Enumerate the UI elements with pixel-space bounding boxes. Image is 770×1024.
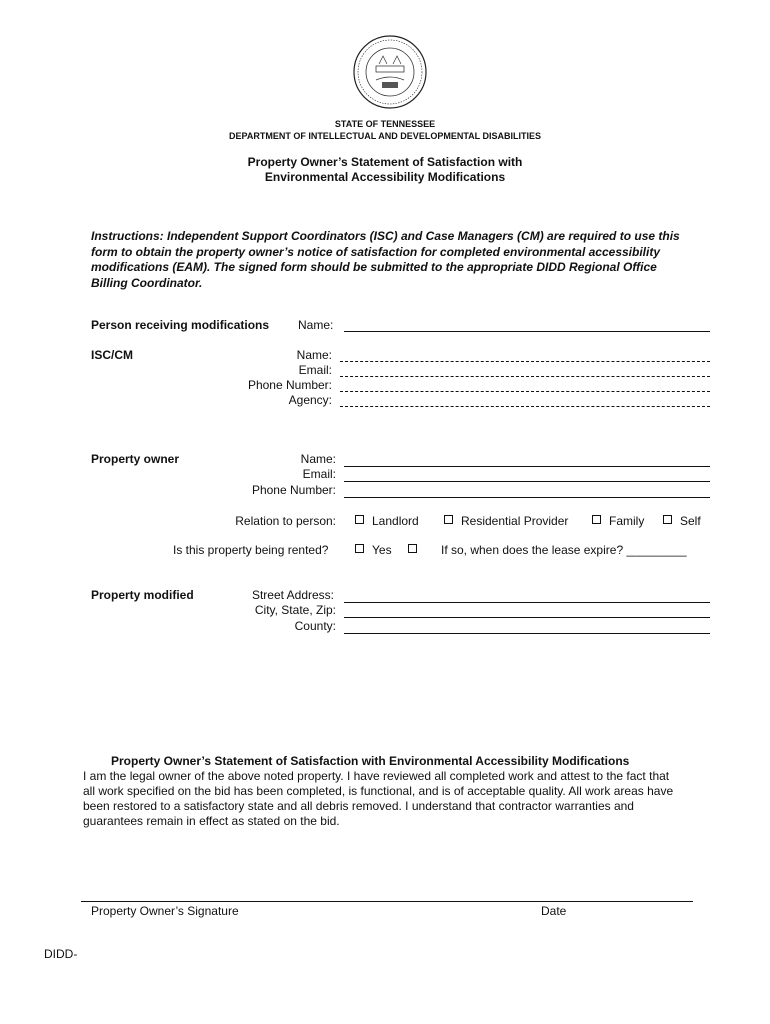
county-label: County: bbox=[294, 619, 336, 633]
landlord-checkbox[interactable] bbox=[355, 515, 364, 524]
relation-family-option[interactable] bbox=[592, 514, 644, 528]
rented-yes-checkbox[interactable] bbox=[355, 544, 364, 553]
isc-phone-field[interactable] bbox=[340, 391, 710, 392]
statement-title: Property Owner’s Statement of Satisfaction with Environmental Accessibility Modifications bbox=[111, 754, 630, 768]
relation-self-option[interactable] bbox=[663, 514, 701, 528]
signature-label: Property Owner’s Signature bbox=[91, 904, 239, 918]
city-state-zip-field[interactable] bbox=[344, 617, 710, 618]
isc-agency-label: Agency: bbox=[288, 393, 332, 407]
county-field[interactable] bbox=[344, 633, 710, 634]
isc-section-heading: ISC/CM bbox=[91, 348, 133, 362]
owner-email-label: Email: bbox=[302, 467, 336, 481]
state-heading: STATE OF TENNESSEE bbox=[334, 119, 436, 129]
landlord-option-label: Landlord bbox=[372, 514, 419, 528]
owner-email-field[interactable] bbox=[344, 481, 710, 482]
family-checkbox[interactable] bbox=[592, 515, 601, 524]
isc-email-label: Email: bbox=[298, 363, 332, 377]
rented-yes-option[interactable] bbox=[355, 543, 392, 557]
rented-no-option[interactable] bbox=[408, 543, 425, 557]
form-title-line2: Environmental Accessibility Modifications bbox=[264, 170, 506, 184]
statement-body: I am the legal owner of the above noted property. I have reviewed all completed work and attest to the fact that all work specified on the bid has been completed, is functional, and is of acceptable quality. All work areas have been restored to a satisfactory state and all debris removed. I understand that contractor warranties and guarantees remain in effect as stated on the bid. bbox=[83, 769, 674, 828]
owner-phone-field[interactable] bbox=[344, 497, 710, 498]
street-address-label: Street Address: bbox=[251, 588, 334, 602]
owner-section-heading: Property owner bbox=[91, 452, 180, 466]
signature-line[interactable] bbox=[81, 901, 693, 902]
isc-email-field[interactable] bbox=[340, 376, 710, 377]
self-checkbox[interactable] bbox=[663, 515, 672, 524]
isc-name-field[interactable] bbox=[340, 361, 710, 362]
street-address-field[interactable] bbox=[344, 602, 710, 603]
residential-provider-checkbox[interactable] bbox=[444, 515, 453, 524]
instructions-text: Instructions: Independent Support Coordinators (ISC) and Case Managers (CM) are required to use this form to obtain the property owner’s notice of satisfaction for completed environmental accessibility modifications (EAM). The signed form should be submitted to the appropriate DIDD Regional Office Billing Coordinator. bbox=[91, 229, 680, 290]
department-heading: DEPARTMENT OF INTELLECTUAL AND DEVELOPMENTAL DISABILITIES bbox=[228, 131, 541, 141]
relation-landlord-option[interactable] bbox=[355, 514, 419, 528]
person-name-field[interactable] bbox=[344, 331, 710, 332]
modified-section-heading: Property modified bbox=[91, 588, 194, 602]
owner-name-label: Name: bbox=[300, 452, 336, 466]
person-name-label: Name: bbox=[298, 318, 334, 332]
self-option-label: Self bbox=[680, 514, 701, 528]
residential-provider-option-label: Residential Provider bbox=[461, 514, 569, 528]
person-section-heading: Person receiving modifications bbox=[91, 318, 270, 332]
lease-expire-label: If so, when does the lease expire? _________ bbox=[441, 543, 687, 557]
isc-agency-field[interactable] bbox=[340, 406, 710, 407]
rented-question-label: Is this property being rented? bbox=[173, 543, 329, 557]
owner-phone-label: Phone Number: bbox=[251, 483, 336, 497]
date-label: Date bbox=[541, 904, 567, 918]
owner-name-field[interactable] bbox=[344, 466, 710, 467]
rented-no-checkbox[interactable] bbox=[408, 544, 417, 553]
relation-residential-provider-option[interactable] bbox=[444, 514, 568, 528]
form-code: DIDD- bbox=[44, 947, 78, 961]
family-option-label: Family bbox=[609, 514, 645, 528]
form-title-line1: Property Owner’s Statement of Satisfaction with bbox=[247, 155, 523, 169]
isc-phone-label: Phone Number: bbox=[247, 378, 332, 392]
isc-name-label: Name: bbox=[296, 348, 332, 362]
relation-label: Relation to person: bbox=[235, 514, 336, 528]
city-state-zip-label: City, State, Zip: bbox=[254, 603, 336, 617]
rented-yes-label: Yes bbox=[372, 543, 392, 557]
state-seal-logo bbox=[352, 34, 428, 110]
